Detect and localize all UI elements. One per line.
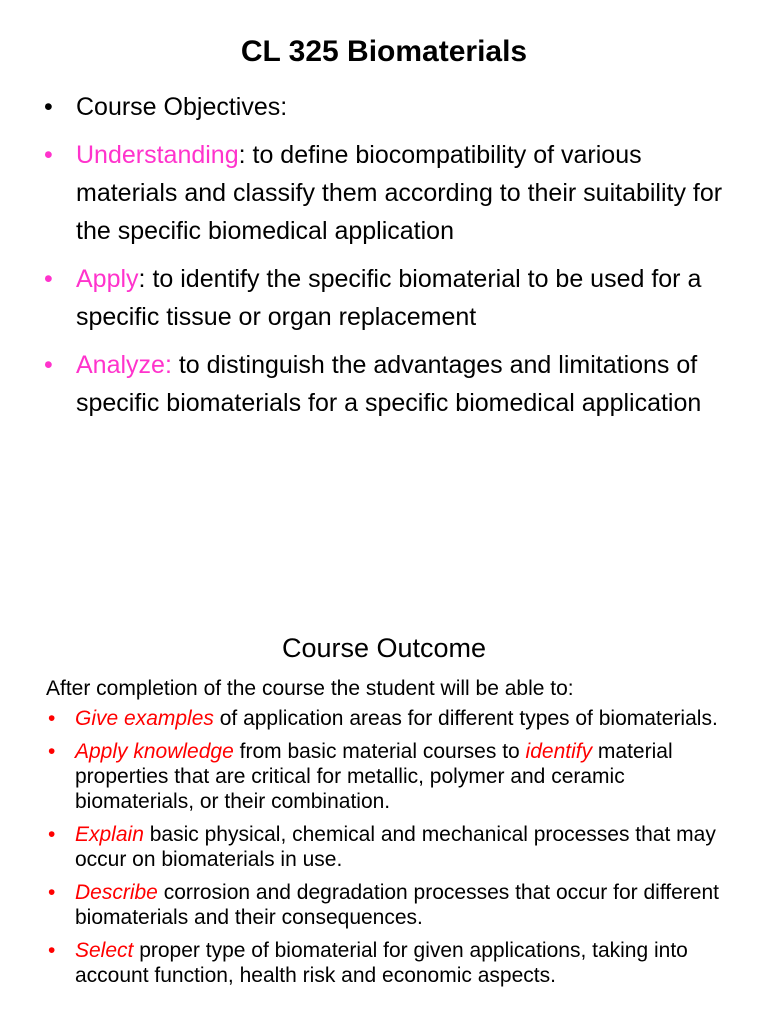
objective-item-apply (42, 260, 732, 336)
outcome-list (46, 706, 746, 996)
outcome-item (46, 880, 746, 930)
outcome-keyword: identify (525, 740, 593, 763)
objectives-list (42, 88, 732, 432)
outcome-text: basic physical, chemical and mechanical processes that may occur on biomaterials in use. (75, 823, 716, 871)
outcome-text: proper type of biomaterial for given applications, taking into account function, health risk and economic aspects. (75, 939, 688, 987)
objective-item-analyze (42, 346, 732, 422)
outcome-text: corrosion and degradation processes that occur for different biomaterials and their consequences. (75, 881, 719, 929)
bullet-icon: • (48, 707, 56, 730)
outcome-item (46, 938, 746, 988)
outcome-title: Course Outcome (281, 633, 487, 663)
bullet-icon: • (44, 265, 53, 293)
objective-text: : to define biocompatibility of various materials and classify them according to their suitability for the specific biomedical application (76, 141, 723, 245)
bullet-icon: • (48, 740, 56, 763)
page-title: CL 325 Biomaterials (240, 35, 528, 68)
outcome-item (46, 706, 746, 731)
objective-text: to distinguish the advantages and limitations of specific biomaterials for a specific biomedical application (76, 351, 702, 417)
outcome-keyword: Explain (75, 823, 144, 846)
objectives-heading: Course Objectives: (76, 93, 288, 121)
bullet-icon: • (48, 823, 56, 846)
outcome-keyword: Apply knowledge (75, 740, 234, 763)
objective-keyword: Apply (76, 265, 139, 293)
bullet-icon: • (44, 351, 53, 379)
objectives-heading-item (42, 88, 732, 126)
bullet-icon: • (48, 881, 56, 904)
outcome-keyword: Select (75, 939, 134, 962)
bullet-icon: • (44, 93, 53, 121)
bullet-icon: • (44, 141, 53, 169)
outcome-keyword: Give examples (75, 707, 214, 730)
objective-keyword: Understanding (76, 141, 239, 169)
bullet-icon: • (48, 939, 56, 962)
outcome-intro: After completion of the course the student will be able to: (46, 677, 574, 700)
outcome-text: of application areas for different types of biomaterials. (213, 707, 718, 730)
outcome-text: material properties that are critical for metallic, polymer and ceramic biomaterials, or their combination. (75, 740, 673, 813)
outcome-item (46, 739, 746, 814)
outcome-keyword: Describe (75, 881, 158, 904)
outcome-item (46, 822, 746, 872)
objective-text: : to identify the specific biomaterial to be used for a specific tissue or organ replacement (76, 265, 702, 331)
outcome-text: from basic material courses to (233, 740, 526, 763)
objective-keyword: Analyze: (76, 351, 172, 379)
objective-item-understanding (42, 136, 732, 250)
